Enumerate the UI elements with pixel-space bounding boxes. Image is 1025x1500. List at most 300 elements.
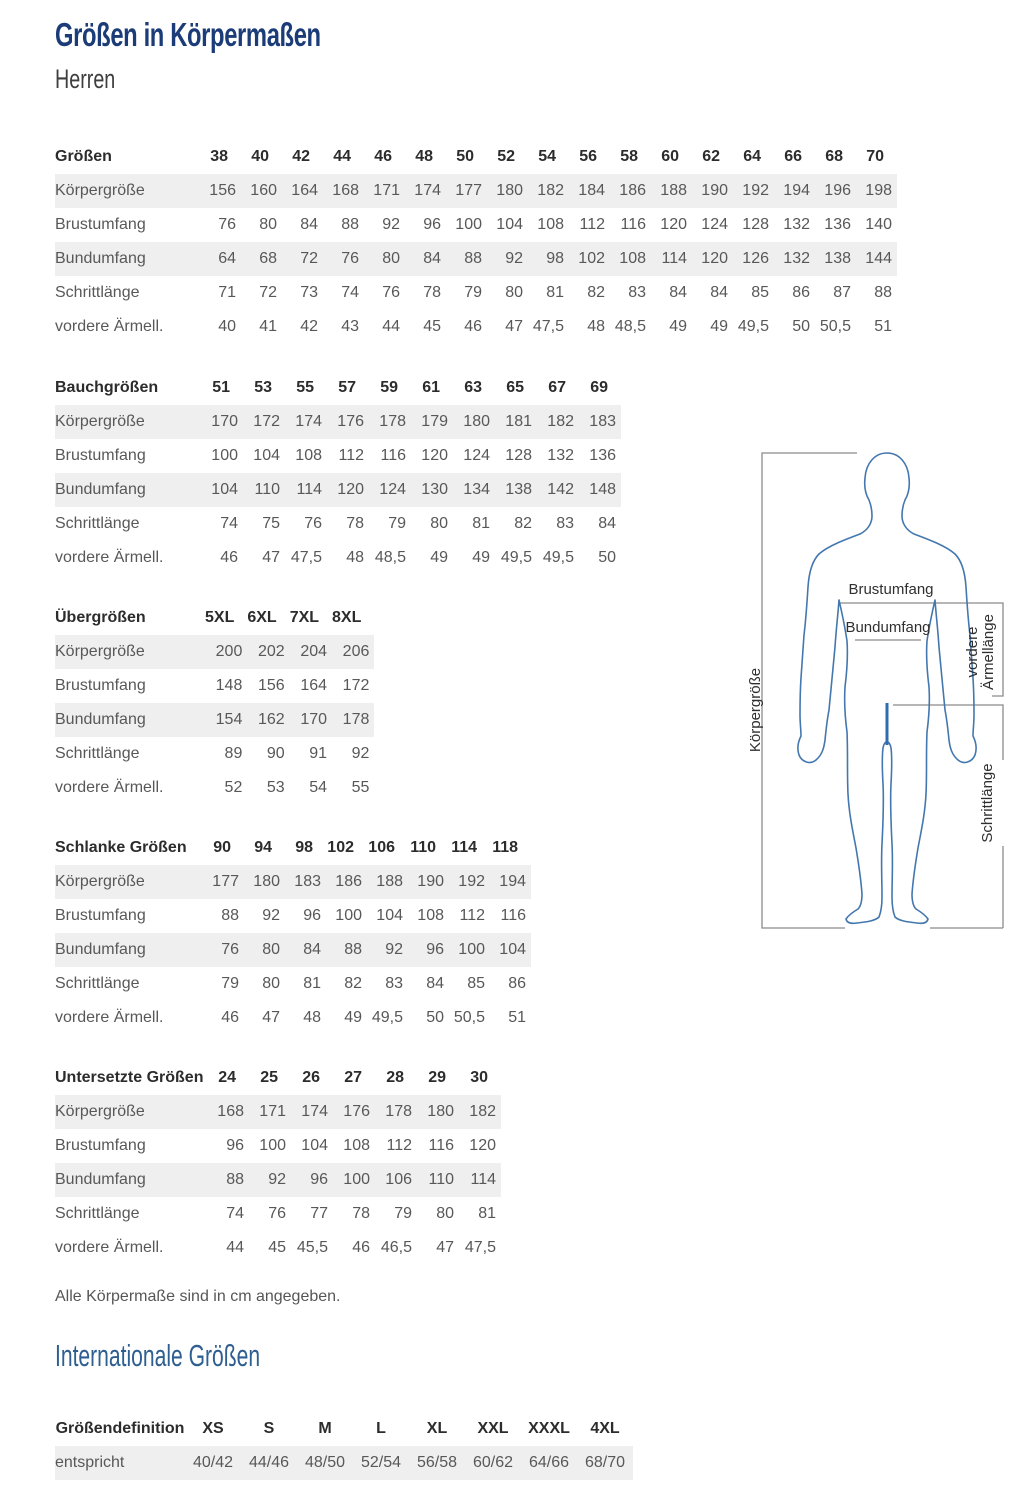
cell: 85 xyxy=(467,975,485,992)
cell: 132 xyxy=(783,216,810,233)
cell: 47 xyxy=(262,549,280,566)
cell: 180 xyxy=(417,1095,459,1129)
cell: 76 xyxy=(268,1205,286,1222)
table-row xyxy=(55,967,531,1001)
koerpergroesse-bracket xyxy=(762,453,857,928)
table-row xyxy=(55,771,374,805)
cell: 144 xyxy=(856,242,897,276)
cell: 168 xyxy=(323,174,364,208)
schrittlaenge-label: Schrittlänge xyxy=(979,763,996,843)
cell: 49,5 xyxy=(500,549,532,566)
row-label: Brustumfang xyxy=(55,907,146,924)
cell: 84 xyxy=(285,933,326,967)
cell: 86 xyxy=(792,284,810,301)
cell: 82 xyxy=(514,515,532,532)
cell: 46,5 xyxy=(380,1239,412,1256)
cell: 49,5 xyxy=(542,549,574,566)
cell: 198 xyxy=(856,174,897,208)
cell: 50,5 xyxy=(819,318,851,335)
cell: 190 xyxy=(408,865,449,899)
cell: 49 xyxy=(472,549,490,566)
cell: 156 xyxy=(257,677,285,694)
cell: 50 xyxy=(598,549,616,566)
cell: 42 xyxy=(300,318,318,335)
column-header: 118 xyxy=(492,839,518,856)
cell: 136 xyxy=(589,447,616,464)
cell: 76 xyxy=(323,242,364,276)
cell: 56/58 xyxy=(409,1446,465,1480)
cell: 47,5 xyxy=(532,318,564,335)
cell: 45 xyxy=(268,1239,286,1256)
table-schlanke-groessen xyxy=(55,831,531,1035)
table-row xyxy=(55,899,531,933)
cell: 50 xyxy=(792,318,810,335)
cell: 83 xyxy=(556,515,574,532)
cell: 43 xyxy=(341,318,359,335)
cell: 77 xyxy=(310,1205,328,1222)
column-header: 90 xyxy=(213,839,231,856)
table-row xyxy=(55,439,621,473)
cell: 88 xyxy=(207,1163,249,1197)
cell: 124 xyxy=(463,447,490,464)
cell: 80 xyxy=(505,284,523,301)
cell: 188 xyxy=(367,865,408,899)
cell: 186 xyxy=(326,865,367,899)
cell: 110 xyxy=(417,1163,459,1197)
row-label: Körpergröße xyxy=(55,635,205,669)
cell: 40/42 xyxy=(185,1446,241,1480)
cell: 116 xyxy=(500,907,526,924)
table-groessen xyxy=(55,140,897,344)
cell: 104 xyxy=(201,473,243,507)
cell: 102 xyxy=(569,242,610,276)
column-header: 102 xyxy=(327,839,354,856)
cell: 172 xyxy=(243,405,285,439)
cell: 47 xyxy=(436,1239,454,1256)
cell: 179 xyxy=(411,405,453,439)
page-title: Größen in Körpermaßen xyxy=(55,16,321,53)
cell: 44 xyxy=(382,318,400,335)
cell: 181 xyxy=(495,405,537,439)
cell: 92 xyxy=(367,933,408,967)
body-outline xyxy=(798,453,976,923)
cell: 96 xyxy=(303,907,321,924)
cell: 116 xyxy=(380,447,406,464)
cell: 75 xyxy=(262,515,280,532)
cell: 176 xyxy=(327,405,369,439)
cell: 104 xyxy=(496,216,523,233)
table-title: Größendefinition xyxy=(55,1420,185,1437)
cell: 48 xyxy=(346,549,364,566)
table-untersetzte-groessen xyxy=(55,1061,501,1265)
cell: 78 xyxy=(352,1205,370,1222)
column-header: 70 xyxy=(866,148,884,165)
table-internationale-groessen xyxy=(55,1412,633,1480)
cell: 104 xyxy=(376,907,403,924)
cell: 80 xyxy=(430,515,448,532)
cell: 47 xyxy=(262,1009,280,1026)
bundumfang-label: Bundumfang xyxy=(845,619,931,636)
cell: 51 xyxy=(874,318,892,335)
cell: 194 xyxy=(490,865,531,899)
table-row xyxy=(55,405,621,439)
cell: 91 xyxy=(309,745,328,762)
column-header: 38 xyxy=(210,148,228,165)
cell: 96 xyxy=(423,216,441,233)
cell: 182 xyxy=(459,1095,501,1129)
cell: 174 xyxy=(285,405,327,439)
cell: 120 xyxy=(421,447,448,464)
cell: 71 xyxy=(218,284,236,301)
cell: 114 xyxy=(651,242,692,276)
cell: 81 xyxy=(472,515,490,532)
row-label: Bundumfang xyxy=(55,242,200,276)
column-header: 94 xyxy=(254,839,272,856)
table-row xyxy=(55,669,374,703)
brustumfang-label: Brustumfang xyxy=(848,581,934,598)
row-label: Schrittlänge xyxy=(55,975,140,992)
cell: 92 xyxy=(382,216,400,233)
cell: 88 xyxy=(326,933,367,967)
cell: 76 xyxy=(203,933,244,967)
cell: 72 xyxy=(259,284,277,301)
cell: 96 xyxy=(226,1137,244,1154)
table-row xyxy=(55,1001,531,1035)
row-label: Brustumfang xyxy=(55,677,146,694)
cell: 45 xyxy=(423,318,441,335)
row-label: Bundumfang xyxy=(55,1163,207,1197)
column-header: 59 xyxy=(380,379,398,396)
cell: 83 xyxy=(385,975,403,992)
cell: 92 xyxy=(351,745,370,762)
row-label: Brustumfang xyxy=(55,447,146,464)
table-header-row xyxy=(55,831,531,865)
cell: 116 xyxy=(620,216,646,233)
cell: 49 xyxy=(669,318,687,335)
row-label: Körpergröße xyxy=(55,405,201,439)
cell: 206 xyxy=(332,635,374,669)
cell: 54 xyxy=(309,779,328,796)
column-header: 98 xyxy=(295,839,313,856)
cell: 46 xyxy=(352,1239,370,1256)
cell: 177 xyxy=(203,865,244,899)
cell: 72 xyxy=(282,242,323,276)
cell: 132 xyxy=(547,447,574,464)
cell: 87 xyxy=(833,284,851,301)
column-header: 64 xyxy=(743,148,761,165)
cell: 88 xyxy=(341,216,359,233)
cell: 78 xyxy=(423,284,441,301)
cell: 124 xyxy=(701,216,728,233)
cell: 108 xyxy=(610,242,651,276)
column-header: XL xyxy=(426,1420,448,1437)
cell: 112 xyxy=(459,907,485,924)
table-title: Bauchgrößen xyxy=(55,379,159,396)
table-row xyxy=(55,507,621,541)
column-header: 50 xyxy=(456,148,474,165)
column-header: 68 xyxy=(825,148,843,165)
cell: 100 xyxy=(455,216,482,233)
column-header: 61 xyxy=(422,379,440,396)
cell: 136 xyxy=(824,216,851,233)
column-header: 7XL xyxy=(289,609,320,626)
cell: 53 xyxy=(266,779,285,796)
cell: 90 xyxy=(266,745,285,762)
cell: 140 xyxy=(865,216,892,233)
cell: 88 xyxy=(874,284,892,301)
table-row xyxy=(55,933,531,967)
cell: 156 xyxy=(200,174,241,208)
cell: 80 xyxy=(436,1205,454,1222)
cell: 160 xyxy=(241,174,282,208)
cell: 74 xyxy=(341,284,359,301)
column-header: 51 xyxy=(212,379,230,396)
table-title: Untersetzte Größen xyxy=(55,1069,204,1086)
row-label: vordere Ärmell. xyxy=(55,779,164,796)
cell: 74 xyxy=(220,515,238,532)
cell: 202 xyxy=(247,635,289,669)
row-label: entspricht xyxy=(55,1446,185,1480)
cell: 84 xyxy=(598,515,616,532)
table-row xyxy=(55,208,897,242)
table-row xyxy=(55,174,897,208)
cell: 192 xyxy=(733,174,774,208)
cell: 164 xyxy=(300,677,328,694)
cell: 52/54 xyxy=(353,1446,409,1480)
table-uebergroessen xyxy=(55,601,374,805)
cell: 68 xyxy=(241,242,282,276)
cell: 124 xyxy=(369,473,411,507)
table-row xyxy=(55,737,374,771)
cell: 128 xyxy=(505,447,532,464)
cell: 126 xyxy=(733,242,774,276)
cell: 47 xyxy=(505,318,523,335)
column-header: 27 xyxy=(344,1069,362,1086)
table-row xyxy=(55,1095,501,1129)
koerpergroesse-label: Körpergröße xyxy=(747,667,764,753)
cell: 108 xyxy=(417,907,444,924)
cell: 88 xyxy=(446,242,487,276)
cell: 92 xyxy=(249,1163,291,1197)
cell: 100 xyxy=(449,933,490,967)
column-header: 5XL xyxy=(205,609,235,626)
cell: 174 xyxy=(405,174,446,208)
cell: 110 xyxy=(243,473,285,507)
table-title: Übergrößen xyxy=(55,609,146,626)
cell: 104 xyxy=(490,933,531,967)
column-header: 57 xyxy=(338,379,356,396)
table-header-row xyxy=(55,140,897,174)
row-label: Schrittlänge xyxy=(55,1205,140,1222)
size-table xyxy=(55,601,374,805)
table-title: Größen xyxy=(55,148,112,165)
cell: 51 xyxy=(508,1009,526,1026)
cell: 138 xyxy=(815,242,856,276)
cell: 81 xyxy=(546,284,564,301)
column-header: 42 xyxy=(292,148,310,165)
cell: 128 xyxy=(742,216,769,233)
table-row xyxy=(55,1129,501,1163)
cell: 162 xyxy=(247,703,289,737)
table-header-row xyxy=(55,1412,633,1446)
table-row xyxy=(55,1163,501,1197)
cell: 85 xyxy=(751,284,769,301)
cell: 76 xyxy=(304,515,322,532)
cell: 80 xyxy=(364,242,405,276)
cell: 68/70 xyxy=(577,1446,633,1480)
cell: 200 xyxy=(205,635,247,669)
cell: 48/50 xyxy=(297,1446,353,1480)
cell: 50,5 xyxy=(453,1009,485,1026)
cell: 120 xyxy=(692,242,733,276)
cell: 130 xyxy=(411,473,453,507)
cell: 114 xyxy=(285,473,327,507)
column-header: 114 xyxy=(451,839,477,856)
cell: 81 xyxy=(303,975,321,992)
cell: 44 xyxy=(226,1239,244,1256)
cell: 80 xyxy=(244,933,285,967)
cell: 108 xyxy=(343,1137,370,1154)
row-label: vordere Ärmell. xyxy=(55,1239,164,1256)
cell: 170 xyxy=(201,405,243,439)
column-header: 63 xyxy=(464,379,482,396)
cell: 100 xyxy=(333,1163,375,1197)
cell: 79 xyxy=(464,284,482,301)
column-header: 24 xyxy=(218,1069,236,1086)
column-header: 56 xyxy=(579,148,597,165)
row-label: Schrittlänge xyxy=(55,515,140,532)
cell: 194 xyxy=(774,174,815,208)
column-header: S xyxy=(263,1420,275,1437)
cell: 48 xyxy=(303,1009,321,1026)
cell: 172 xyxy=(342,677,370,694)
cell: 168 xyxy=(207,1095,249,1129)
column-header: 53 xyxy=(254,379,272,396)
cell: 48 xyxy=(587,318,605,335)
cell: 114 xyxy=(459,1163,501,1197)
cell: 84 xyxy=(300,216,318,233)
column-header: L xyxy=(376,1420,386,1437)
cell: 192 xyxy=(449,865,490,899)
cell: 138 xyxy=(495,473,537,507)
cell: 47,5 xyxy=(290,549,322,566)
cell: 84 xyxy=(426,975,444,992)
cell: 100 xyxy=(259,1137,286,1154)
row-label: Körpergröße xyxy=(55,174,200,208)
table-header-row xyxy=(55,371,621,405)
cell: 120 xyxy=(327,473,369,507)
column-header: 26 xyxy=(302,1069,320,1086)
cell: 84 xyxy=(710,284,728,301)
size-table xyxy=(55,1412,633,1480)
cell: 148 xyxy=(579,473,621,507)
cell: 76 xyxy=(218,216,236,233)
table-row xyxy=(55,276,897,310)
cell: 92 xyxy=(262,907,280,924)
column-header: 58 xyxy=(620,148,638,165)
size-table xyxy=(55,371,621,575)
cell: 112 xyxy=(338,447,364,464)
column-header: 48 xyxy=(415,148,433,165)
cell: 180 xyxy=(487,174,528,208)
cell: 182 xyxy=(528,174,569,208)
cell: 96 xyxy=(291,1163,333,1197)
column-header: 40 xyxy=(251,148,269,165)
column-header: 6XL xyxy=(247,609,277,626)
column-header: 29 xyxy=(428,1069,446,1086)
cell: 112 xyxy=(579,216,605,233)
cell: 112 xyxy=(386,1137,412,1154)
cell: 171 xyxy=(249,1095,291,1129)
row-label: Bundumfang xyxy=(55,703,205,737)
cell: 184 xyxy=(569,174,610,208)
measure-brackets xyxy=(762,453,1003,928)
cell: 178 xyxy=(369,405,411,439)
table-header-row xyxy=(55,601,374,635)
cell: 74 xyxy=(226,1205,244,1222)
cell: 183 xyxy=(579,405,621,439)
row-label: Bundumfang xyxy=(55,933,203,967)
cell: 79 xyxy=(394,1205,412,1222)
cell: 49,5 xyxy=(737,318,769,335)
column-header: 25 xyxy=(260,1069,278,1086)
table-row xyxy=(55,1231,501,1265)
cell: 41 xyxy=(259,318,277,335)
cell: 76 xyxy=(382,284,400,301)
column-header: XXL xyxy=(477,1420,509,1437)
table-row xyxy=(55,242,897,276)
column-header: 55 xyxy=(296,379,314,396)
column-header: 65 xyxy=(506,379,524,396)
cell: 142 xyxy=(537,473,579,507)
cell: 84 xyxy=(669,284,687,301)
table-row xyxy=(55,865,531,899)
cell: 79 xyxy=(388,515,406,532)
cell: 196 xyxy=(815,174,856,208)
size-table xyxy=(55,831,531,1035)
size-table xyxy=(55,1061,501,1265)
cell: 49 xyxy=(710,318,728,335)
column-header: 54 xyxy=(538,148,556,165)
cell: 49 xyxy=(344,1009,362,1026)
cell: 82 xyxy=(587,284,605,301)
row-label: Körpergröße xyxy=(55,865,203,899)
cell: 78 xyxy=(346,515,364,532)
cell: 80 xyxy=(259,216,277,233)
size-table xyxy=(55,140,897,344)
table-row xyxy=(55,1446,633,1480)
cell: 154 xyxy=(205,703,247,737)
table-header-row xyxy=(55,1061,501,1095)
cell: 171 xyxy=(364,174,405,208)
cell: 164 xyxy=(282,174,323,208)
column-header: 52 xyxy=(497,148,515,165)
cell: 132 xyxy=(774,242,815,276)
cell: 120 xyxy=(660,216,687,233)
column-header: 110 xyxy=(410,839,436,856)
page-subtitle: Herren xyxy=(55,64,116,94)
cell: 178 xyxy=(375,1095,417,1129)
column-header: M xyxy=(318,1420,332,1437)
column-header: XXXL xyxy=(528,1420,570,1437)
table-bauchgroessen xyxy=(55,371,621,575)
cell: 108 xyxy=(295,447,322,464)
table-row xyxy=(55,635,374,669)
cell: 176 xyxy=(333,1095,375,1129)
cell: 49 xyxy=(430,549,448,566)
column-header: 4XL xyxy=(590,1420,620,1437)
cell: 52 xyxy=(224,779,243,796)
